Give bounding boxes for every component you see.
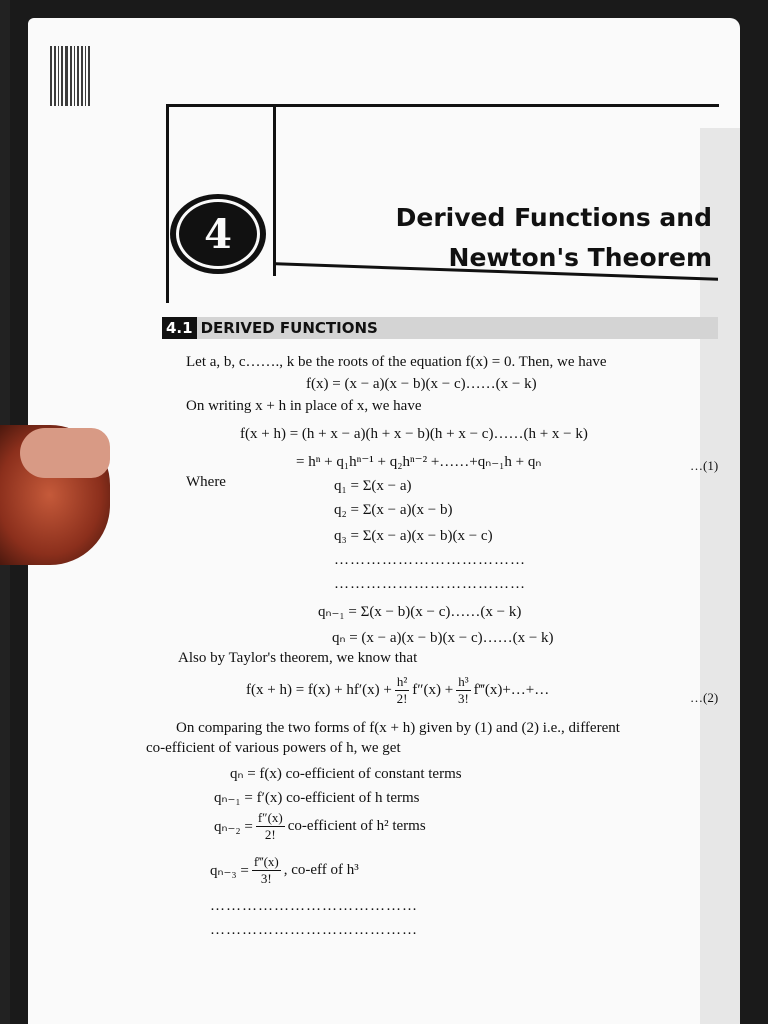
section-title: DERIVED FUNCTIONS: [197, 317, 718, 339]
coefficient-h3-lhs: qₙ₋₃ =: [210, 863, 249, 879]
section-heading: [162, 316, 718, 340]
equation-q3: q₃ = Σ(x − a)(x − b)(x − c): [334, 528, 493, 544]
text-where: Where: [186, 474, 226, 490]
equation-q2: q₂ = Σ(x − a)(x − b): [334, 502, 453, 518]
taylor-lhs: f(x + h) = f(x) + hf′(x) +: [246, 682, 392, 698]
equation-qn: qₙ = (x − a)(x − b)(x − c)……(x − k): [332, 630, 554, 646]
equation-qn-1: qₙ₋₁ = Σ(x − b)(x − c)……(x − k): [318, 604, 522, 620]
ellipsis-line-1: ………………………………: [334, 552, 526, 568]
equation-fxh-expansion: = hⁿ + q₁hⁿ⁻¹ + q₂hⁿ⁻² +……+qₙ₋₁h + qₙ: [296, 454, 542, 470]
equation-q1: q₁ = Σ(x − a): [334, 478, 412, 494]
chapter-divider: [273, 104, 276, 276]
equation-taylor: [246, 674, 549, 707]
fraction-numerator: f″(x): [257, 810, 283, 825]
fraction-numerator: h³: [458, 674, 469, 689]
coefficient-h3-rhs: , co-eff of h³: [283, 862, 359, 878]
fraction-denominator: 3!: [260, 871, 272, 886]
text-compare-1: On comparing the two forms of f(x + h) given by (1) and (2) i.e., different: [176, 720, 620, 736]
equation-tag-2: …(2): [690, 690, 719, 705]
chapter-number-badge: [170, 194, 266, 274]
text-line-substitute: On writing x + h in place of x, we have: [186, 398, 422, 414]
chapter-title: [396, 198, 712, 278]
text-compare-2: co-efficient of various powers of h, we get: [146, 740, 401, 756]
taylor-end: f‴(x)+…+…: [473, 682, 550, 698]
fraction-denominator: 3!: [457, 691, 469, 706]
thumbnail: [20, 428, 110, 478]
chapter-title-line2: Newton's Theorem: [448, 243, 712, 272]
taylor-fraction-h2: [395, 674, 409, 707]
coefficient-h2: [214, 810, 426, 843]
barcode-mark: [50, 46, 90, 106]
coefficient-h3: [210, 854, 359, 887]
text-taylor-intro: Also by Taylor's theorem, we know that: [178, 650, 418, 666]
coefficient-h: qₙ₋₁ = f′(x) co-efficient of h terms: [214, 790, 420, 806]
fraction-denominator: 2!: [264, 827, 276, 842]
chapter-title-line1: Derived Functions and: [395, 203, 712, 232]
equation-fx: f(x) = (x − a)(x − b)(x − c)……(x − k): [306, 376, 537, 392]
equation-fxh-product: f(x + h) = (h + x − a)(h + x − b)(h + x − c)……(h + x − k): [240, 426, 588, 442]
coefficient-h2-lhs: qₙ₋₂ =: [214, 819, 253, 835]
text-line-roots: Let a, b, c……., k be the roots of the equation f(x) = 0. Then, we have: [186, 354, 607, 370]
book-page: [28, 18, 740, 1024]
coefficient-h2-fraction: [256, 810, 285, 843]
fraction-numerator: f‴(x): [253, 854, 279, 869]
ellipsis-line-4: …………………………………: [210, 922, 418, 938]
coefficient-constant: qₙ = f(x) co-efficient of constant terms: [230, 766, 462, 782]
chapter-number: 4: [204, 210, 232, 258]
fraction-denominator: 2!: [396, 691, 408, 706]
section-number: 4.1: [162, 317, 197, 339]
coefficient-h2-rhs: co-efficient of h² terms: [287, 818, 426, 834]
taylor-fraction-h3: [456, 674, 470, 707]
fraction-numerator: h²: [396, 674, 408, 689]
coefficient-h3-fraction: [252, 854, 281, 887]
equation-tag-1: …(1): [690, 458, 719, 473]
ellipsis-line-3: …………………………………: [210, 898, 418, 914]
ellipsis-line-2: ………………………………: [334, 576, 526, 592]
taylor-mid: f″(x) +: [412, 682, 454, 698]
